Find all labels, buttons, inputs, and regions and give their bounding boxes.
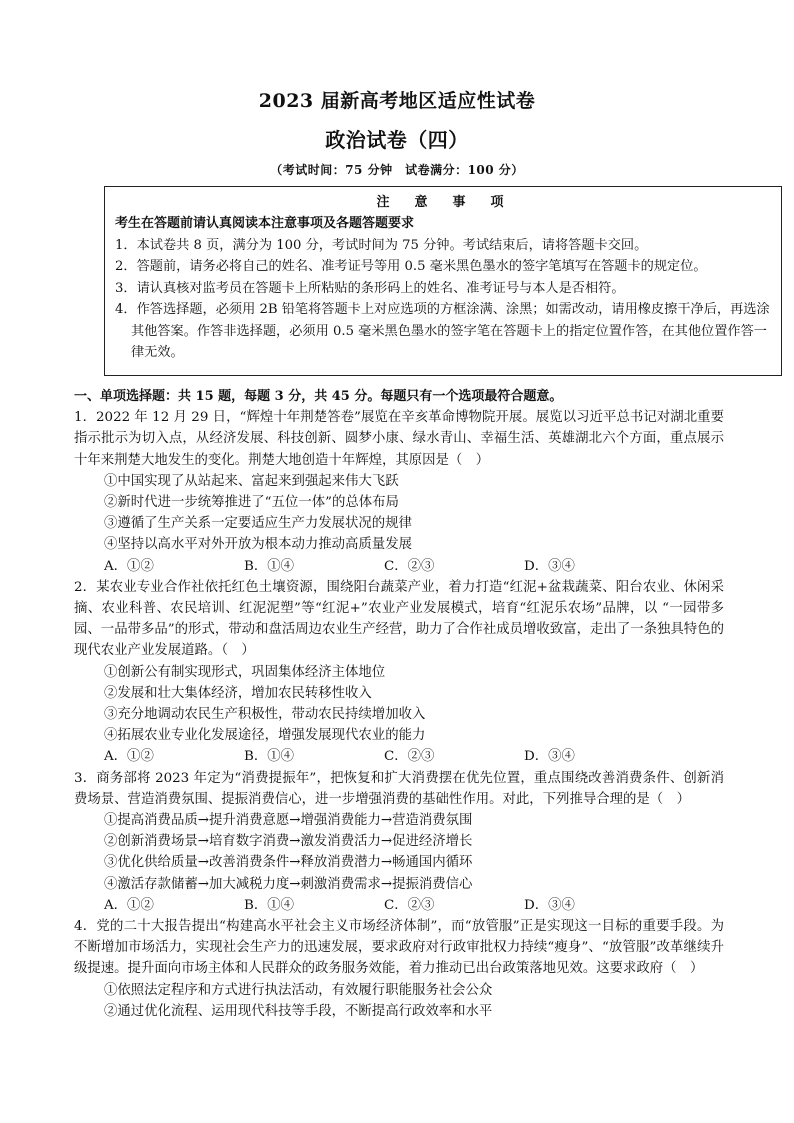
choice-a: A．①② [104,558,154,574]
choice-b: B．①④ [244,897,295,913]
question-3-option-1: ①提高消费品质→提升消费意愿→增强消费能力→营造消费氛围 [104,813,473,829]
choice-d: D．③④ [524,749,575,765]
choice-c: C．②③ [384,749,435,765]
notice-intro: 考生在答题前请认真阅读本注意事项及各题答题要求 [115,216,415,231]
exam-title: 2023 届新高考地区适应性试卷 [258,90,536,112]
question-1-option-2: ②新时代进一步统筹推进了“五位一体”的总体布局 [104,495,399,511]
question-2-stem: 2．某农业专业合作社依托红色土壤资源，围绕阳台蔬菜产业，着力打造“红泥+盆栽蔬菜、阳台农业、休闲采摘、农业科普、农民培训、红泥泥塑”等“红泥+”农业产业发展模式，培育“红泥乐农场”品牌，以 “一园带多园、一品带多品”的形式，带动和盘活周边农业生产经营，助力了合作社成员增收致富，走出了一条独具特色的现代农业产业发展道路。（ ） [74,579,724,659]
question-4-option-1: ①依照法定程序和方式进行执法活动，有效履行职能服务社会公众 [104,982,493,998]
choice-b: B．①④ [244,558,295,574]
notice-item-4: 4．作答选择题，必须用 2B 铅笔将答题卡上对应选项的方框涂满、涂黑；如需改动，请用橡皮擦干净后，再选涂其他答案。作答非选择题，必须用 0.5 毫米黑色墨水的签字笔在答题卡上的指定位置作答，在其他位置作答一律无效。 [115,302,770,360]
question-2-option-1: ①创新公有制实现形式，巩固集体经济主体地位 [104,664,386,680]
exam-info: （考试时间：75 分钟 试卷满分：100 分） [270,163,524,177]
choice-d: D．③④ [524,558,575,574]
choice-c: C．②③ [384,558,435,574]
notice-title: 注 意 事 项 [376,195,510,210]
question-2-choices [74,746,724,767]
notice-item-3: 3．请认真核对监考员在答题卡上所粘贴的条形码上的姓名、准考证号与本人是否相符。 [115,280,625,296]
choice-a: A．①② [104,897,154,913]
question-4-stem: 4．党的二十大报告提出“构建高水平社会主义市场经济体制”，而“放管服”正是实现这一目标的重要手段。为不断增加市场活力，实现社会生产力的迅速发展，要求政府对行政审批权力持续“瘦身”、“放管服”改革继续升级提速。提升面向市场主体和人民群众的政务服务效能，着力推动已出台政策落地见效。这要求政府（ ） [74,919,724,977]
choice-c: C．②③ [384,897,435,913]
notice-item-1: 1．本试卷共 8 页，满分为 100 分，考试时间为 75 分钟。考试结束后，请将答题卡交回。 [115,237,648,253]
choice-a: A．①② [104,749,154,765]
question-1-option-1: ①中国实现了从站起来、富起来到强起来伟大飞跃 [104,473,399,489]
section-heading: 一、单项选择题：共 15 题，每题 3 分，共 45 分。每题只有一个选项最符合题意。 [74,389,563,404]
question-3-option-4: ④激活存款储蓄→加大减税力度→刺激消费需求→提振消费信心 [104,876,473,892]
question-1-option-4: ④坚持以高水平对外开放为根本动力推动高质量发展 [104,537,412,553]
question-1-option-3: ③遵循了生产关系一定要适应生产力发展状况的规律 [104,516,412,532]
question-3-option-3: ③优化供给质量→改善消费条件→释放消费潜力→畅通国内循环 [104,855,473,871]
notice-item-2: 2．答题前，请务必将自己的姓名、准考证号等用 0.5 毫米黑色墨水的签字笔填写在答题卡的规定位。 [115,259,707,274]
choice-b: B．①④ [244,749,295,765]
question-4-option-2: ②通过优化流程、运用现代科技等手段，不断提高行政效率和水平 [104,1003,493,1019]
question-2-option-3: ③充分地调动农民生产积极性，带动农民持续增加收入 [104,707,426,723]
questions-area [74,386,724,1022]
question-2-option-4: ④拓展农业专业化发展途径，增强发展现代农业的能力 [104,728,426,744]
question-2-option-2: ②发展和壮大集体经济，增加农民转移性收入 [104,685,372,701]
question-1-stem: 1．2022 年 12 月 29 日，“辉煌十年荆楚答卷”展览在辛亥革命博物院开展。展览以习近平总书记对湖北重要指示批示为切入点，从经济发展、科技创新、圆梦小康、绿水青山、幸福生活、英雄湖北六个方面，重点展示十年来荆楚大地发生的变化。荆楚大地创造十年辉煌，其原因是（ ） [74,410,724,468]
question-3-choices [74,895,724,916]
question-3-option-2: ②创新消费场景→培育数字消费→激发消费活力→促进经济增长 [104,834,473,850]
question-3-stem: 3．商务部将 2023 年定为“消费提振年”，把恢复和扩大消费摆在优先位置，重点围绕改善消费条件、创新消费场景、营造消费氛围、提振消费信心，进一步增强消费的基础性作用。对此，下列推导合理的是（ ） [74,770,724,807]
choice-d: D．③④ [524,897,575,913]
notice-box [104,186,782,376]
exam-subtitle: 政治试卷（四） [325,128,469,152]
question-1-choices [74,556,724,577]
